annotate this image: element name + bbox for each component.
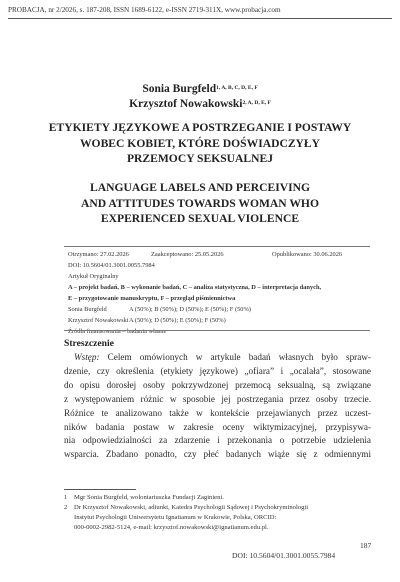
published-date: Opublikowano: 30.06.2026 xyxy=(272,251,343,258)
running-head: PROBACJA, nr 2/2026, s. 187-208, ISSN 1689-6122, e-ISSN 2719-311X, www.probacja.com xyxy=(8,6,281,14)
footnote-rule xyxy=(64,489,136,490)
doi: DOI: 10.5604/01.3001.0055.7984 xyxy=(68,262,155,269)
author-name: Sonia Burgfeld xyxy=(142,83,217,95)
footnote-number: 1 xyxy=(64,494,68,501)
title-line: ETYKIETY JĘZYKOWE A POSTRZEGANIE I POSTAWY xyxy=(48,121,352,134)
author-name: Krzysztof Nowakowski xyxy=(129,98,243,110)
abstract-line: z występowaniem różnic w sposobie jej postrzegania przez osoby trzecie. xyxy=(64,393,371,404)
contribution-share: A (50%); B (50%); D (50%); E (50%); F (50%) xyxy=(129,306,251,313)
footnotes xyxy=(64,493,371,533)
author-affiliation-marks: 2, A, D, E, F xyxy=(242,100,271,106)
title-line: WOBEC KOBIET, KTÓRE DOŚWIADCZYŁY xyxy=(79,136,321,150)
footer-doi: DOI: 10.5604/01.3001.0055.7984 xyxy=(232,551,336,560)
abstract-body xyxy=(64,351,371,462)
title-line: AND ATTITUDES TOWARDS WOMAN WHO xyxy=(81,196,319,210)
metadata-rule-top xyxy=(64,246,370,247)
page-number: 187 xyxy=(360,541,372,550)
footnote xyxy=(64,493,371,503)
abstract-line: nia odpowiedzialności za zdarzenie i przekonania o potrzebie udzielenia xyxy=(64,435,371,446)
abstract-line: dzenie, czy określenia (etykiety językowe) „ofiara” i „ocalała”, stosowane xyxy=(64,365,371,376)
article-type: Artykuł Oryginalny xyxy=(68,273,119,280)
author-affiliation-marks: 1, A, B, C, D, E, F xyxy=(216,85,258,91)
publication-dates xyxy=(68,249,368,260)
article-metadata xyxy=(68,249,368,337)
footnote-number: 2 xyxy=(64,504,68,511)
author-list xyxy=(0,82,400,112)
title-line: LANGUAGE LABELS AND PERCEIVING xyxy=(90,181,310,194)
title-polish xyxy=(40,120,360,167)
funding-source: Źródła finansowania – badania własne xyxy=(68,328,167,335)
accepted-date: Zaakceptowano: 25.05.2026 xyxy=(151,251,224,258)
contribution-row xyxy=(68,304,368,315)
abstract-lead: Wstęp: xyxy=(74,352,100,362)
footnote-line: Instytut Psychologii Uniwersytetu Ignatianum w Krakowie, Polska, ORCID: xyxy=(74,514,277,521)
contribution-share: A (50%); D (50%); E (50%); F (50%) xyxy=(129,317,226,324)
abstract-line: do opisu dorosłej osoby pokrzywdzonej przemocą seksualną, są związane xyxy=(64,379,371,390)
footnote-line: Mgr Sonia Burgfeld, wolontariuszka Fundacji Zaginieni. xyxy=(74,494,224,501)
author-1 xyxy=(0,82,400,97)
header-rule xyxy=(8,18,392,19)
footnote xyxy=(64,503,371,533)
contributor-name: Sonia Burgfeld xyxy=(68,306,107,313)
contributor-name: Krzysztof Nowakowski xyxy=(68,317,129,324)
footnote-line: Dr Krzysztof Nowakowski, adiunkt, Katedra Psychologii Sądowej i Psychokryminologii xyxy=(74,504,309,511)
title-line: EXPERIENCED SEXUAL VIOLENCE xyxy=(100,212,300,225)
title-line: PRZEMOCY SEKSUALNEJ xyxy=(126,152,274,165)
abstract-text: Celem omówionych w artykule badań własnych było spraw- xyxy=(99,352,371,362)
author-2 xyxy=(0,97,400,112)
task-legend: A – projekt badań, B – wykonanie badań, C – analiza statystyczna, D – interpretacja danych, xyxy=(68,284,322,291)
abstract-line: Różnice te analizowano także w kontekście przejawianych przez uczest- xyxy=(64,407,371,418)
abstract-heading: Streszczenie xyxy=(64,338,114,349)
task-legend: E – przygotowanie manuskryptu, F – przegląd piśmiennictwa xyxy=(68,295,236,302)
abstract-line xyxy=(64,351,371,365)
title-english xyxy=(40,180,360,227)
metadata-rule-bottom xyxy=(64,330,370,331)
footnote-line: 000-0002-2982-5124, e-mail: krzysztof.nowakowski@ignatianum.edu.pl. xyxy=(74,524,269,531)
contribution-row xyxy=(68,315,368,326)
received-date: Otrzymano: 27.02.2026 xyxy=(68,251,129,258)
abstract-line: ników badania postaw w zakresie oceny wiktymizacyjnej, przypisywa- xyxy=(64,421,371,432)
abstract-line: wsparcia. Zbadano ponadto, czy płeć badanych wiąże się z odmiennymi xyxy=(64,449,371,460)
